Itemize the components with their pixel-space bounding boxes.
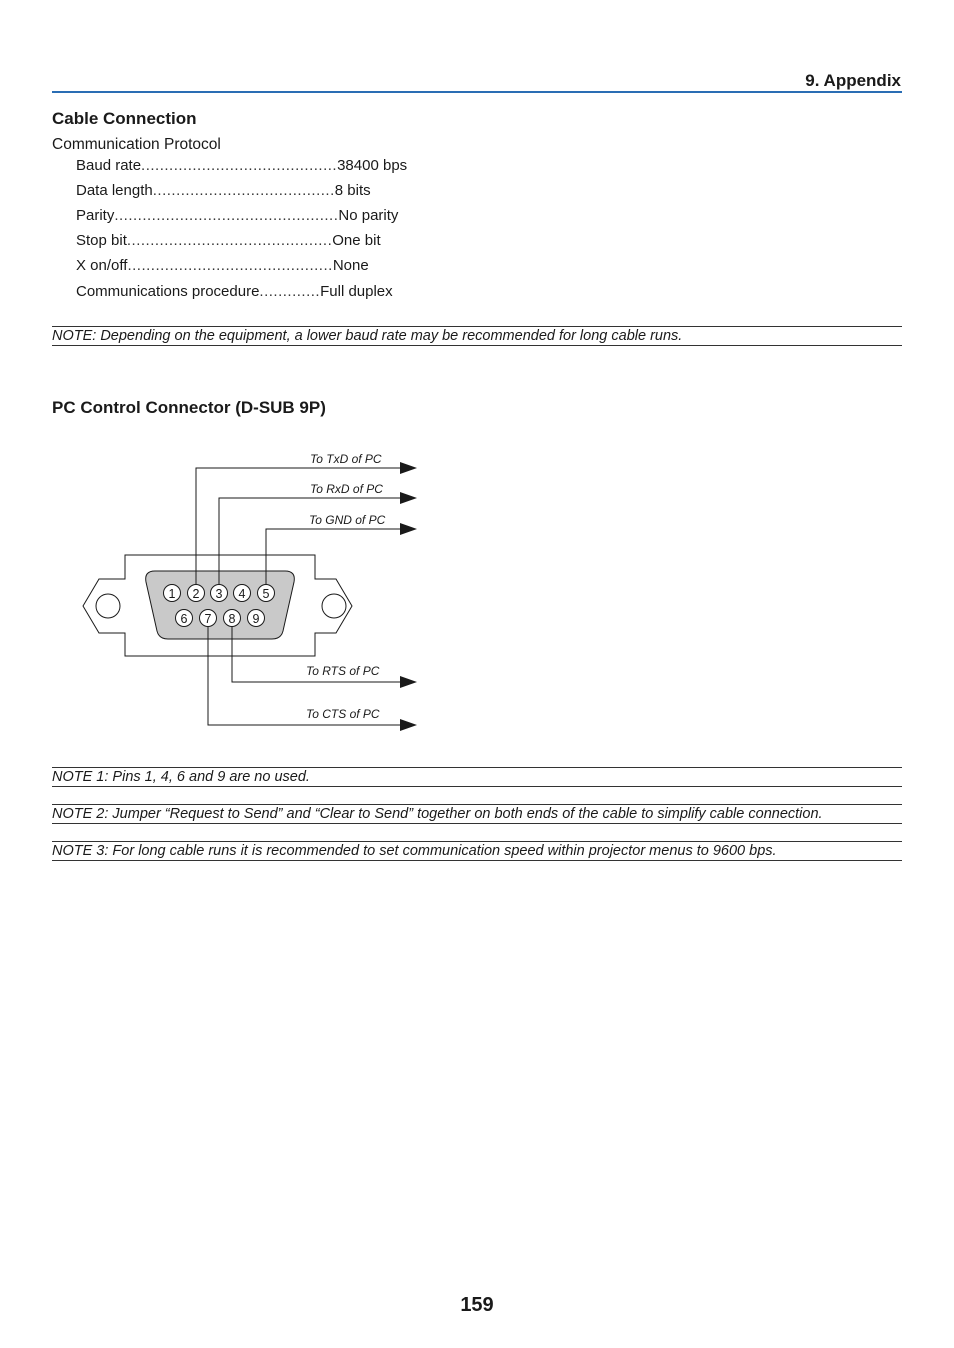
protocol-value: One bit: [332, 232, 381, 249]
dsub9-connector-diagram: [70, 448, 430, 738]
protocol-row-data-length: [76, 182, 406, 199]
protocol-label: X on/off: [76, 257, 128, 274]
dot-leader: ............................................: [126, 232, 333, 249]
pin-number: 8: [228, 612, 236, 626]
label-to-txd: To TxD of PC: [310, 452, 382, 466]
arrow-right-icon: [400, 719, 417, 731]
page-number: 159: [460, 1294, 494, 1316]
dot-leader: .............: [259, 283, 321, 300]
note-3: NOTE 3: For long cable runs it is recommended to set communication speed within projector menus to 9600 bps.: [52, 841, 902, 861]
protocol-row-baud-rate: [76, 157, 406, 174]
header-rule: [52, 91, 902, 93]
protocol-row-communications-procedure: [76, 283, 406, 300]
protocol-row-stop-bit: [76, 232, 406, 249]
arrow-right-icon: [400, 523, 417, 535]
protocol-label: Data length: [76, 182, 153, 199]
protocol-row-x-on-off: [76, 257, 406, 274]
label-to-cts: To CTS of PC: [306, 707, 380, 721]
section-heading-cable-connection: Cable Connection: [52, 109, 197, 128]
protocol-value: 38400 bps: [337, 157, 408, 174]
arrow-right-icon: [400, 492, 417, 504]
pin-number: 7: [204, 612, 212, 626]
dot-leader: ............................................: [127, 257, 333, 274]
pin-number: 9: [252, 612, 260, 626]
protocol-value: No parity: [338, 207, 399, 224]
connector-face: [146, 571, 295, 639]
left-screw-hole: [96, 594, 120, 618]
pin-number: 2: [192, 587, 200, 601]
protocol-row-parity: [76, 207, 406, 224]
pin-number: 4: [238, 587, 246, 601]
pin-number: 3: [215, 587, 223, 601]
section-heading-pc-control: PC Control Connector (D-SUB 9P): [52, 398, 326, 417]
label-to-gnd: To GND of PC: [309, 513, 386, 527]
label-to-rxd: To RxD of PC: [310, 482, 383, 496]
protocol-value: 8 bits: [334, 182, 371, 199]
note-2: NOTE 2: Jumper “Request to Send” and “Clear to Send” together on both ends of the cable to simplify cable connection.: [52, 804, 902, 824]
protocol-value: Full duplex: [320, 283, 393, 300]
dot-leader: ................................................: [114, 207, 339, 224]
pin-number: 6: [180, 612, 188, 626]
note-1: NOTE 1: Pins 1, 4, 6 and 9 are no used.: [52, 767, 902, 787]
arrow-right-icon: [400, 676, 417, 688]
protocol-title: Communication Protocol: [52, 136, 221, 153]
chapter-title: 9. Appendix: [805, 71, 901, 90]
pin-number: 1: [168, 587, 176, 601]
label-to-rts: To RTS of PC: [306, 664, 380, 678]
protocol-label: Stop bit: [76, 232, 127, 249]
protocol-value: None: [332, 257, 369, 274]
dot-leader: ..........................................: [141, 157, 338, 174]
right-screw-hole: [322, 594, 346, 618]
protocol-label: Baud rate: [76, 157, 142, 174]
protocol-label: Parity: [76, 207, 115, 224]
pin-number: 5: [262, 587, 270, 601]
arrow-right-icon: [400, 462, 417, 474]
note-baud-rate: NOTE: Depending on the equipment, a lower baud rate may be recommended for long cable runs.: [52, 326, 902, 346]
protocol-label: Communications procedure: [76, 283, 260, 300]
dot-leader: .......................................: [152, 182, 335, 199]
